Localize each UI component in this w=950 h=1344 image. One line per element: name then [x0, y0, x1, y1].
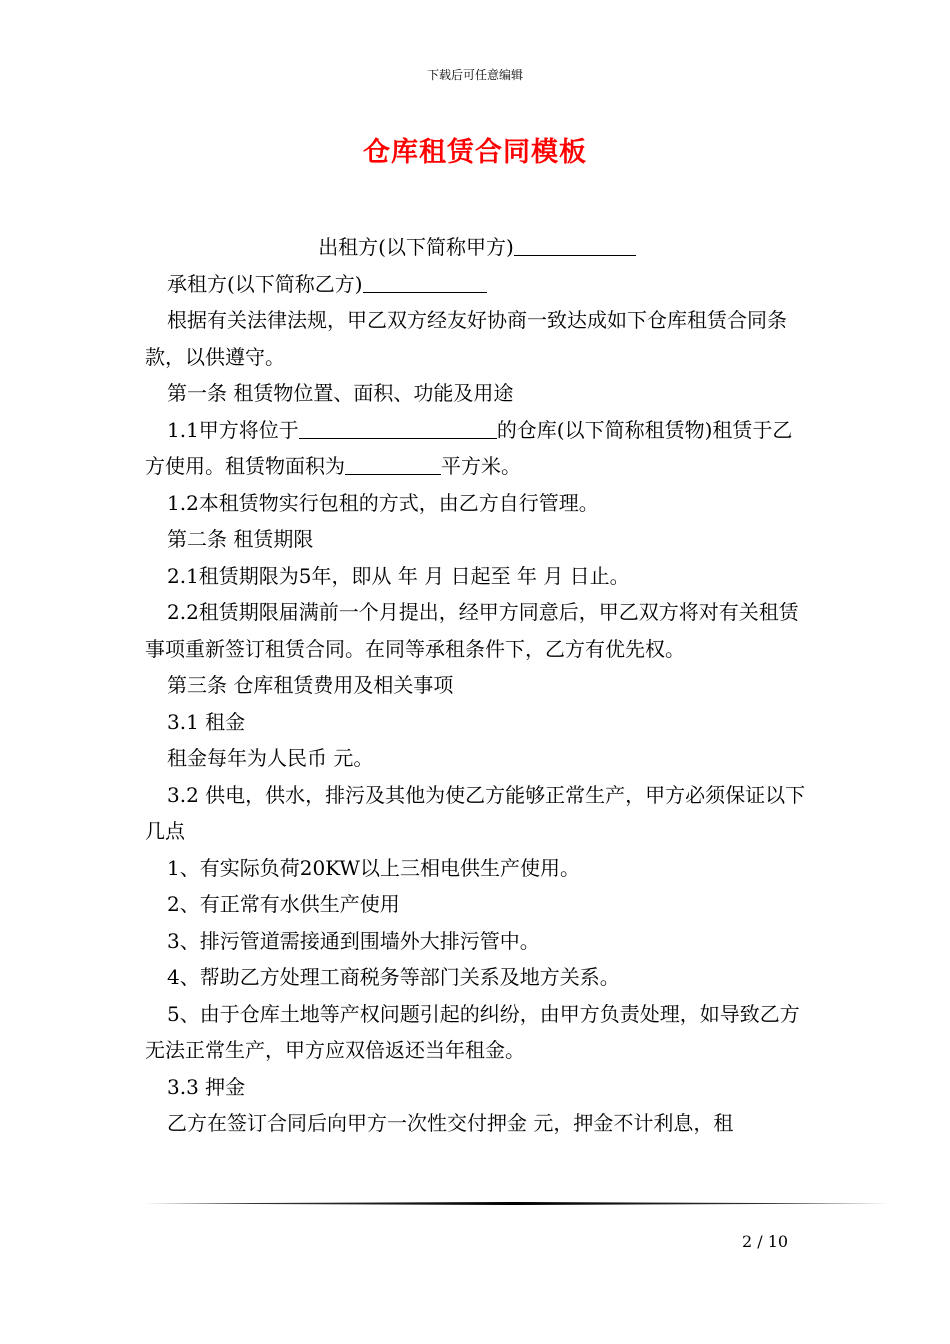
article-2-heading: 第二条 租赁期限	[167, 527, 314, 551]
clause-1-2: 1.2本租赁物实行包租的方式，由乙方自行管理。	[167, 490, 599, 515]
party-b-label: 承租方(以下简称乙方)	[167, 271, 363, 296]
list-item-3: 3、排污管道需接通到围墙外大排污管中。	[167, 928, 540, 953]
clause-1-1-part-a: 1.1甲方将位于	[167, 417, 299, 442]
article-1-heading: 第一条 租赁物位置、面积、功能及用途	[167, 381, 514, 405]
area-blank	[345, 454, 441, 475]
party-a-blank	[514, 235, 636, 256]
footer-divider	[145, 1202, 890, 1205]
party-a-line	[145, 229, 809, 266]
clause-3-3-text: 乙方在签订合同后向甲方一次性交付押金 元，押金不计利息，租	[167, 1111, 734, 1135]
clause-3-1-text: 租金每年为人民币 元。	[167, 746, 374, 770]
list-item-5: 5、由于仓库土地等产权问题引起的纠纷，由甲方负责处理，如导致乙方无法正常生产，甲方应双倍返还当年租金。	[145, 1001, 800, 1062]
clause-2-1: 2.1租赁期限为5年，即从 年 月 日起至 年 月 日止。	[167, 563, 630, 588]
clause-3-1-heading: 3.1 租金	[167, 709, 246, 734]
party-b-blank	[363, 272, 487, 293]
clause-3-3-heading: 3.3 押金	[167, 1074, 246, 1099]
article-3-heading: 第三条 仓库租赁费用及相关事项	[167, 673, 454, 697]
list-item-2: 2、有正常有水供生产使用	[167, 892, 400, 916]
clause-1-1	[145, 412, 809, 485]
party-a-label: 出租方(以下简称甲方)	[318, 235, 514, 259]
document-body	[145, 229, 809, 1142]
document-title: 仓库租赁合同模板	[363, 137, 587, 168]
clause-2-2: 2.2租赁期限届满前一个月提出，经甲方同意后，甲乙双方将对有关租赁事项重新签订租赁合同。在同等承租条件下，乙方有优先权。	[145, 600, 799, 661]
page-number: 2 / 10	[742, 1232, 789, 1251]
list-item-4: 4、帮助乙方处理工商税务等部门关系及地方关系。	[167, 965, 620, 989]
intro-paragraph: 根据有关法律法规，甲乙双方经友好协商一致达成如下仓库租赁合同条款，以供遵守。	[145, 308, 787, 369]
party-b-line	[145, 266, 809, 303]
clause-1-1-part-c: 平方米。	[441, 454, 521, 478]
clause-1-1-part-b: 的仓库(以下简称租赁物)租赁于乙方使用。租赁物面积为	[145, 417, 793, 478]
clause-3-2: 3.2 供电，供水，排污及其他为使乙方能够正常生产，甲方必须保证以下几点	[145, 782, 806, 843]
location-blank	[299, 418, 497, 439]
list-item-1: 1、有实际负荷20KW以上三相电供生产使用。	[167, 855, 580, 880]
header-note: 下载后可任意编辑	[426, 68, 523, 82]
